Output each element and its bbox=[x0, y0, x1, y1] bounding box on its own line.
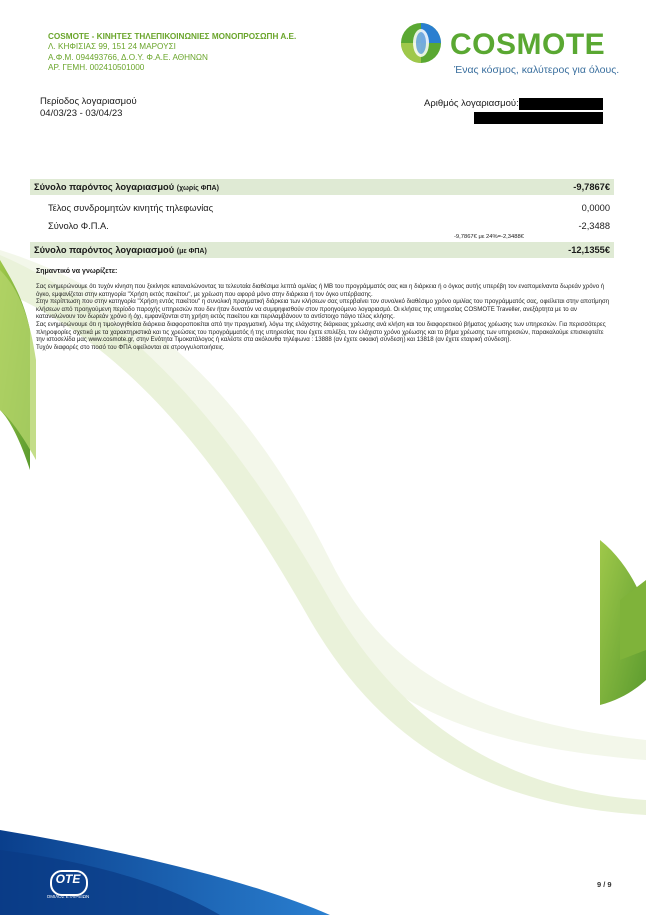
net-total-value: -9,7867€ bbox=[573, 182, 610, 192]
globe-icon bbox=[400, 22, 442, 64]
vat-row bbox=[30, 218, 614, 234]
brand-tagline: Ένας κόσμος, καλύτερος για όλους. bbox=[454, 64, 620, 76]
notice-paragraph: Σας ενημερώνουμε ότι τυχόν κίνηση που ξεκίνησε καταναλώνοντας τα τελευταία διαθέσιμα λεπτά ομιλίας ή ΜΒ του προγράμματός σας και η διάρκεια ή ο όγκος αυτής υπερέβη τον εναπομείναντα δωρεάν χρόνο ή όγκο, εμφανίζεται στην κατηγορία "Χρήση εκτός πακέτου", με χρέωση που αφορά μόνο στην διάρκεια ή τον όγκο υπέρβασης. bbox=[36, 283, 605, 298]
company-gemi: ΑΡ. ΓΕΜΗ. 002410501000 bbox=[48, 63, 145, 73]
gross-total-label: Σύνολο παρόντος λογαριασμού bbox=[34, 245, 175, 255]
subscriber-fee-label: Τέλος συνδρομητών κινητής τηλεφωνίας bbox=[48, 203, 214, 213]
ote-brand: ΟΤΕ bbox=[55, 872, 81, 886]
redacted-account-detail bbox=[474, 112, 603, 124]
notice-heading: Σημαντικό να γνωρίζετε: bbox=[36, 268, 118, 275]
billing-period-label: Περίοδος λογαριασμού bbox=[40, 96, 137, 107]
company-tax-info: Α.Φ.Μ. 094493766, Δ.Ο.Υ. Φ.Α.Ε. ΑΘΗΝΩΝ bbox=[48, 52, 208, 62]
company-info bbox=[48, 32, 296, 74]
company-address: Λ. ΚΗΦΙΣΙΑΣ 99, 151 24 ΜΑΡΟΥΣΙ bbox=[48, 42, 176, 52]
notice-paragraph: Σας ενημερώνουμε ότι η τιμολογηθείσα διάρκεια διαφοροποιείται από την πραγματική, λόγω της ελάχιστης διάρκειας χρέωσης ανά κλήση και του διαφορετικού βήματος χρέωσης των υπηρεσιών. Για περισσότερες πληροφορίες σχετικά με τα χαρακτηριστικά και τις χρεώσεις του προγράμματός ή της υπηρεσίας που έχετε επιλέξει, τον ελάχιστο χρόνο χρέωσης και το βήμα χρέωσης των υπηρεσιών, παρακαλούμε επισκεφτείτε την ιστοσελίδα μας www.cosmote.gr, στην Ενότητα Τιμοκατάλογος ή καλέστε στα ακόλουθα τηλέφωνα : 13888 (αν έχετε οικιακή σύνδεση) και 13818 (αν έχετε εταιρική σύνδεση). bbox=[36, 320, 606, 344]
vat-label: Σύνολο Φ.Π.Α. bbox=[48, 221, 109, 231]
vat-calculation-note: -9,7867€ με 24%=-2,3488€ bbox=[454, 234, 524, 240]
notice-paragraph: Στην περίπτωση που στην κατηγορία "Χρήση εντός πακέτου" η συνολική πραγματική διάρκεια των κλήσεων σας υπερβαίνει τον συνολικό διαθέσιμο χρόνο ομιλίας του προγράμματός σας, οφείλεται στην αποτίμηση κλήσεων από προηγούμενη περίοδο παροχής υπηρεσιών που δεν ήταν δυνατόν να συμψηφισθούν στον προηγούμενο λογαριασμό. Οι κλήσεις της υπηρεσίας COSMOTE Traveller, ανεξάρτητα με το αν καταναλώνουν τον δωρεάν χρόνο ή όχι, εμφανίζονται στη χρήση εκτός πακέτου και περιλαμβάνουν το αντίστοιχο πάγιο τέλος κλήσης. bbox=[36, 298, 610, 321]
ote-group-logo bbox=[44, 868, 92, 904]
subscriber-fee-row bbox=[30, 200, 614, 216]
cosmote-logo bbox=[400, 22, 620, 82]
notice-paragraph: Τυχόν διαφορές στο ποσό του ΦΠΑ οφείλονται σε στρογγυλοποιήσεις. bbox=[36, 343, 225, 351]
vat-value: -2,3488 bbox=[578, 221, 610, 231]
net-total-suffix: (χωρίς ΦΠΑ) bbox=[176, 185, 219, 192]
brand-name: COSMOTE bbox=[450, 28, 606, 61]
net-total-label: Σύνολο παρόντος λογαριασμού bbox=[34, 182, 175, 192]
gross-total-suffix: (με ΦΠΑ) bbox=[176, 248, 207, 255]
account-number-label: Αριθμός λογαριασμού: bbox=[424, 98, 519, 109]
notice-body bbox=[36, 283, 614, 351]
gross-total-row bbox=[30, 242, 614, 258]
page-number: 9 / 9 bbox=[597, 880, 612, 889]
redacted-account-number bbox=[519, 98, 603, 110]
ote-group-label: ΟΜΙΛΟΣ ΕΤΑΙΡΕΙΩΝ bbox=[46, 894, 90, 899]
subscriber-fee-value: 0,0000 bbox=[581, 203, 610, 213]
gross-total-value: -12,1355€ bbox=[568, 245, 610, 255]
billing-period bbox=[40, 96, 137, 120]
billing-period-value: 04/03/23 - 03/04/23 bbox=[40, 108, 123, 119]
net-total-row bbox=[30, 179, 614, 195]
company-name: COSMOTE - ΚΙΝΗΤΕΣ ΤΗΛΕΠΙΚΟΙΝΩΝΙΕΣ ΜΟΝΟΠΡΟΣΩΠΗ Α.Ε. bbox=[48, 32, 297, 41]
